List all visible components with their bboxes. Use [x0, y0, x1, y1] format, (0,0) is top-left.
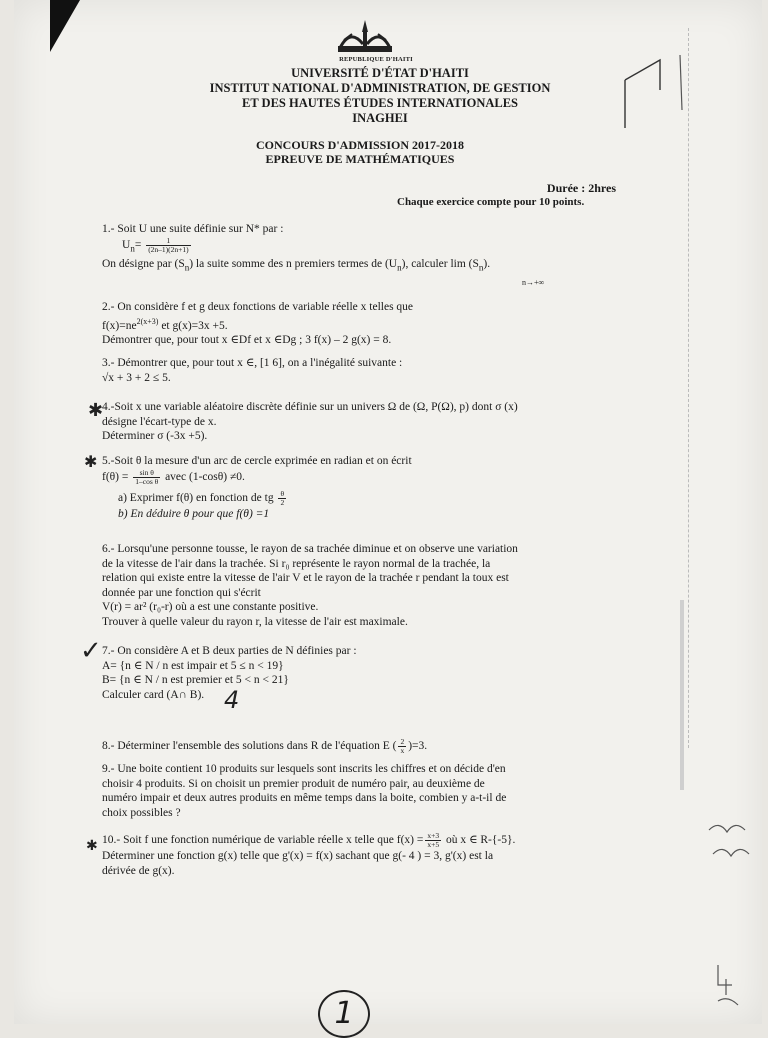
- ex9-line2: choisir 4 produits. Si on choisit un premier produit de numéro pair, au deuxième de: [102, 777, 485, 790]
- exercise-8: [102, 738, 642, 755]
- margin-scribble-icon: [705, 810, 755, 870]
- contest-title: [200, 138, 520, 166]
- ex5-line1: 5.-Soit θ la mesure d'un arc de cercle exprimée en radian et on écrit: [102, 455, 412, 467]
- fold-line: [688, 28, 690, 748]
- torn-corner: [50, 0, 80, 52]
- ex6-line6: Trouver à quelle valeur du rayon r, la vitesse de l'air est maximale.: [102, 615, 408, 628]
- ex6-line3: relation qui existe entre la vitesse de l'air V et le rayon de la trachée r pendant la toux est: [102, 572, 509, 584]
- contest-name: CONCOURS D'ADMISSION 2017-2018: [255, 138, 464, 152]
- ex10-line2: Déterminer une fonction g(x) telle que g'(x) = f(x) sachant que g(- 4 ) = 3, g'(x) est la: [102, 850, 494, 862]
- university-header: [150, 66, 610, 126]
- ex1-formula: $U_n=$ $\frac{1}{(2n-1)(2n+1)}$: [122, 235, 189, 254]
- ex4-line3: Déterminer σ (-3x +5).: [102, 430, 208, 442]
- ex7-line4: Calculer card (A∩ B).: [102, 688, 205, 701]
- ex3-line1: 3.- Démontrer que, pour tout x ∈, [1 6], on a l'inégalité suivante :: [102, 357, 403, 369]
- exercise-4: [102, 400, 642, 444]
- ex3-line2: √x + 3 + 2 ≤ 5.: [102, 371, 171, 384]
- points-label: Chaque exercice compte pour 10 points.: [397, 196, 585, 208]
- ex8-line1: 8.- Déterminer l'ensemble des solutions dans R de l'équation E ( $\frac{2}{x}$ )=3.: [102, 737, 428, 755]
- ex6-line2: de la vitesse de l'air dans la trachée. Si r₀ représente le rayon normal de la trachée, la: [102, 557, 491, 570]
- republic-label: REPUBLIQUE D'HAITI: [339, 56, 413, 63]
- ex4-line2: désigne l'écart-type de x.: [102, 415, 217, 428]
- ex7-line3: B= {n ∈ N / n est premier et 5 < n < 21}: [102, 674, 289, 686]
- tg-fraction: $\frac{\theta}{2}$: [280, 488, 285, 507]
- margin-scribble-icon: [712, 955, 752, 1015]
- asterisk-mark-icon: ✱: [88, 400, 104, 421]
- exercise-6: [102, 542, 642, 629]
- ex5-part-a: a) Exprimer f(θ) en fonction de tg $\frac{\theta}{2}$: [118, 488, 285, 507]
- exercise-1: [102, 222, 642, 275]
- ex9-line3: numéro impair et deux autres produits en même temps dans la boite, combien y a-t-il de: [102, 792, 507, 804]
- ex1-line1: 1.- Soit U une suite définie sur N* par :: [102, 223, 284, 235]
- fold-shadow: [680, 600, 684, 790]
- exercise-9: [102, 762, 642, 820]
- ex7-line1: 7.- On considère A et B deux parties de N définies par :: [102, 645, 357, 657]
- exercise-3: [102, 356, 642, 385]
- exercise-7: [102, 644, 642, 702]
- star-mark-icon: ✱: [84, 452, 98, 471]
- ex2-line1: 2.- On considère f et g deux fonctions de variable réelle x telles que: [102, 301, 414, 313]
- header-line-2: INSTITUT NATIONAL D'ADMINISTRATION, DE GESTION: [209, 81, 551, 95]
- ex2-line3: Démontrer que, pour tout x ∈Df et x ∈Dg ; 3 f(x) – 2 g(x) = 8.: [102, 333, 392, 346]
- exercise-10: [102, 832, 642, 878]
- ex6-line4: donnée par une fonction qui s'écrit: [102, 586, 261, 599]
- ex10-line3: dérivée de g(x).: [102, 864, 175, 877]
- exam-subject: EPREUVE DE MATHÉMATIQUES: [265, 152, 455, 166]
- e-fraction: $\frac{2}{x}$: [400, 737, 405, 755]
- ex1-line2: On désigne par $(S_n)$ la suite somme des n premiers termes de $(U_n)$, calculer $\lim (S_n)$.: [102, 258, 491, 273]
- header-line-3: ET DES HAUTES ÉTUDES INTERNATIONALES: [241, 96, 518, 110]
- exercise-5: [102, 454, 642, 521]
- f-theta-fraction: $\frac{\text{sin θ}}{\text{1–cos θ}}$: [135, 467, 159, 486]
- exercise-2: [102, 300, 642, 347]
- un-fraction: $\frac{1}{(2n-1)(2n+1)}$: [148, 235, 189, 254]
- checkmark-icon: ✓: [80, 636, 102, 666]
- header-line-4: INAGHEI: [352, 111, 408, 125]
- ex9-line1: 9.- Une boite contient 10 produits sur lesquels sont inscrits les chiffres et on décide d'en: [102, 763, 506, 775]
- ex7-line2: A= {n ∈ N / n est impair et 5 ≤ n < 19}: [102, 659, 284, 672]
- handwritten-answer: 4: [224, 686, 240, 714]
- coat-of-arms-icon: [330, 18, 400, 56]
- ex4-line1: 4.-Soit x une variable aléatoire discrète définie sur un univers Ω de (Ω, P(Ω), p) dont σ (x): [102, 401, 518, 413]
- margin-scribble-icon: [620, 50, 690, 130]
- ex6-line5: V(r) = ar² (r₀-r) où a est une constante positive.: [102, 601, 319, 613]
- asterisk-mark-icon: ✱: [86, 838, 98, 854]
- ex10-line1: 10.- Soit f une fonction numérique de variable réelle x telle que f(x) = $\frac{x+3}{x+5}$ où x ∈ R-{-5}.: [102, 831, 516, 849]
- ex5-part-b: b) En déduire θ pour que f(θ) =1: [118, 507, 270, 520]
- page-number: 1: [318, 990, 370, 1038]
- ex9-line4: choix possibles ?: [102, 806, 181, 819]
- duration-label: Durée : 2hres: [546, 181, 616, 195]
- ex5-line2: f(θ) = $\frac{\text{sin θ}}{\text{1–cos θ}}$ avec (1-cosθ) ≠0.: [102, 467, 245, 486]
- ex6-line1: 6.- Lorsqu'une personne tousse, le rayon de sa trachée diminue et on observe une variation: [102, 543, 518, 555]
- ex2-line2: $f(x)=ne^{2(x+3)}$ et g(x)=3x +5.: [102, 316, 228, 332]
- limit-subscript: n→+∞: [522, 278, 545, 287]
- header-line-1: UNIVERSITÉ D'ÉTAT D'HAITI: [291, 66, 469, 80]
- fx-fraction: $\frac{x+3}{x+5}$: [427, 831, 440, 849]
